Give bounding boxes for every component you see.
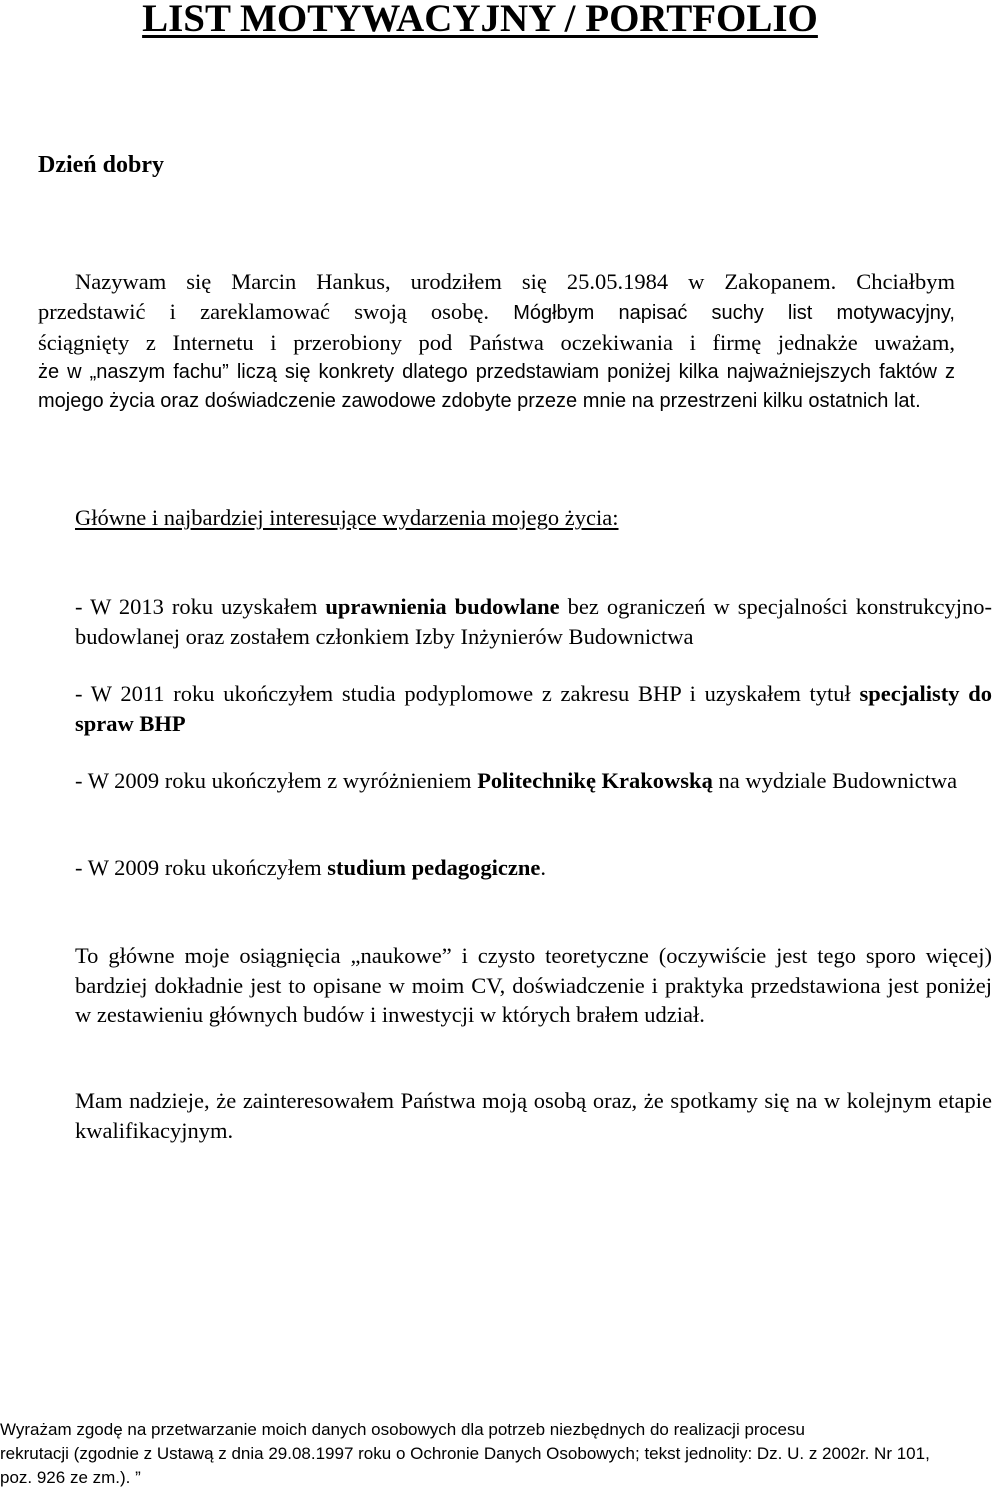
- events-heading: Główne i najbardziej interesujące wydarzenia mojego życia:: [75, 505, 619, 530]
- intro-line-2-serif: przedstawić i zareklamować swoją osobę.: [38, 298, 514, 324]
- closing-paragraph-1: To główne moje osiągnięcia „naukowe” i czysto teoretyczne (oczywiście jest tego sporo więcej) bardziej dokładnie jest to opisane w moim CV, doświadczenie i praktyka przedstawiona jest poniżej w zestawieniu głównych budów i inwestycji w których brałem udział.: [75, 943, 992, 1027]
- event-highlight: uprawnienia budowlane: [325, 594, 560, 619]
- intro-paragraph: [38, 267, 955, 417]
- closing-paragraph-2: Mam nadzieje, że zainteresowałem Państwa moją osobą oraz, że spotkamy się na w kolejnym etapie kwalifikacyjnym.: [75, 1088, 992, 1143]
- greeting: Dzień dobry: [38, 152, 164, 178]
- intro-rest: że w „naszym fachu” liczą się konkrety dlatego przedstawiam poniżej kilka najważniejszych faktów z mojego życia oraz doświadczenie zawodowe zdobyte przeze mnie na przestrzeni kilku ostatnich lat.: [38, 360, 955, 413]
- event-item: - W 2009 roku ukończyłem z wyróżnieniem Politechnikę Krakowską na wydziale Budownictwa: [75, 768, 958, 793]
- event-item: - W 2009 roku ukończyłem studium pedagogiczne.: [75, 855, 547, 880]
- intro-line-1: Nazywam się Marcin Hankus, urodziłem się 25.05.1984 w Zakopanem. Chciałbym: [75, 269, 955, 294]
- event-highlight: specjalisty do spraw BHP: [75, 681, 992, 736]
- footer-line-1: Wyrażam zgodę na przetwarzanie moich danych osobowych dla potrzeb niezbędnych do realizacji procesu: [0, 1420, 805, 1439]
- intro-line-2: [38, 297, 955, 329]
- event-highlight: Politechnikę Krakowską: [477, 768, 713, 793]
- event-highlight: studium pedagogiczne: [327, 855, 541, 880]
- event-item: - W 2013 roku uzyskałem uprawnienia budowlane bez ograniczeń w specjalności konstrukcyjno-budowlanej oraz zostałem członkiem Izby Inżynierów Budownictwa: [75, 594, 992, 649]
- event-item: - W 2011 roku ukończyłem studia podyplomowe z zakresu BHP i uzyskałem tytuł specjalisty do spraw BHP: [75, 681, 992, 736]
- gdpr-consent-footer: [0, 1418, 940, 1490]
- intro-line-3: ściągnięty z Internetu i przerobiony pod Państwa oczekiwania i firmę jednakże uważam,: [38, 330, 955, 355]
- footer-rest: rekrutacji (zgodnie z Ustawą z dnia 29.08.1997 roku o Ochronie Danych Osobowych; tekst jednolity: Dz. U. z 2002r. Nr 101, poz. 926 ze zm.). ”: [0, 1444, 930, 1487]
- document-title: LIST MOTYWACYJNY / PORTFOLIO: [142, 0, 818, 40]
- intro-line-2-sans: Mógłbym napisać suchy list motywacyjny,: [513, 301, 955, 324]
